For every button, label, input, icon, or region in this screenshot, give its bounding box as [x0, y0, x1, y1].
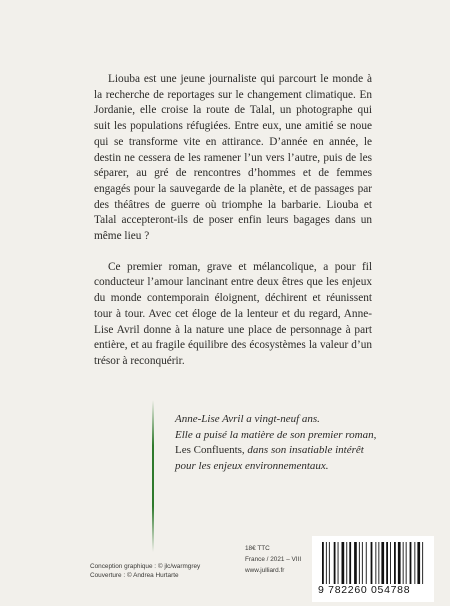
- price-amount: 18€ TTC: [245, 545, 270, 552]
- author-bio-line-2: Elle a puisé la matière de son premier roman,: [175, 428, 377, 441]
- author-bio-line-3-rest: dans son insatiable intérêt: [244, 444, 364, 457]
- barcode-bar: [322, 542, 324, 584]
- design-credit: Conception graphique : © jlc/warmgrey: [90, 563, 201, 570]
- author-bio: [175, 412, 375, 474]
- credits: [90, 562, 200, 581]
- barcode-bar: [362, 542, 363, 584]
- barcode-bar: [326, 542, 327, 584]
- barcode-bar: [329, 542, 330, 584]
- barcode-bars: [320, 542, 426, 584]
- barcode-bar: [354, 542, 357, 584]
- author-bio-line-4: pour les enjeux environnementaux.: [175, 459, 329, 472]
- book-title: Les Confluents,: [175, 444, 245, 457]
- isbn-barcode: [312, 536, 434, 602]
- author-bio-line-1: Anne-Lise Avril a vingt-neuf ans.: [175, 413, 320, 425]
- barcode-bar: [378, 542, 379, 584]
- barcode-bar: [381, 542, 384, 584]
- isbn-number: 9 782260 054788: [318, 584, 411, 596]
- barcode-bar: [394, 542, 396, 584]
- green-vertical-rule: [152, 400, 154, 552]
- barcode-bar: [422, 542, 423, 584]
- barcode-bar: [386, 542, 388, 584]
- barcode-bar: [410, 542, 412, 584]
- summary-blurb: [94, 72, 372, 370]
- barcode-bar: [417, 542, 420, 584]
- barcode-bar: [403, 542, 404, 584]
- barcode-bar: [359, 542, 360, 584]
- author-bio-line-3: [175, 443, 375, 459]
- barcode-bar: [375, 542, 376, 584]
- price-block: [245, 544, 301, 576]
- barcode-bar: [398, 542, 401, 584]
- barcode-bar: [334, 542, 336, 584]
- barcode-bar: [338, 542, 339, 584]
- barcode-bar: [406, 542, 407, 584]
- cover-credit: Couverture : © Andrea Hurtarte: [90, 572, 179, 580]
- barcode-bar: [342, 542, 345, 584]
- edition-info: France / 2021 – VIII: [245, 555, 302, 563]
- barcode-bar: [349, 542, 351, 584]
- barcode-bar: [366, 542, 367, 584]
- publisher-website: www.julliard.fr: [245, 566, 285, 574]
- barcode-bar: [390, 542, 391, 584]
- barcode-bar: [346, 542, 347, 584]
- barcode-bar: [371, 542, 373, 584]
- summary-paragraph-2: Ce premier roman, grave et mélancolique, a pour fil conducteur l’amour lancinant entre deux êtres que les enjeux du monde contemporain éloignent, déchirent et réunissent tour à tour. Avec cet éloge de la lenteur et du regard, Anne-Lise Avril donne à la nature une place de personnage à part entière, et au fragile équilibre des écosystèmes la valeur d’un trésor à reconquérir.: [94, 260, 372, 367]
- summary-paragraph-1: Liouba est une jeune journaliste qui parcourt le monde à la recherche de reportages sur le changement climatique. En Jordanie, elle croise la route de Talal, un photographe qui suit les populations réfugiées. Entre eux, une amitié se noue qui se transforme vite en attirance. D’année en année, le destin ne cessera de les ramener l’un vers l’autre, puis de les séparer, au gré de rencontres d’hommes et de femmes engagés pour la sauvegarde de la planète, et de passages par des théâtres de guerre où triomphe la barbarie. Liouba et Talal accepteront-ils de poser enfin leurs bagages dans un même lieu ?: [94, 73, 372, 243]
- barcode-bar: [414, 542, 415, 584]
